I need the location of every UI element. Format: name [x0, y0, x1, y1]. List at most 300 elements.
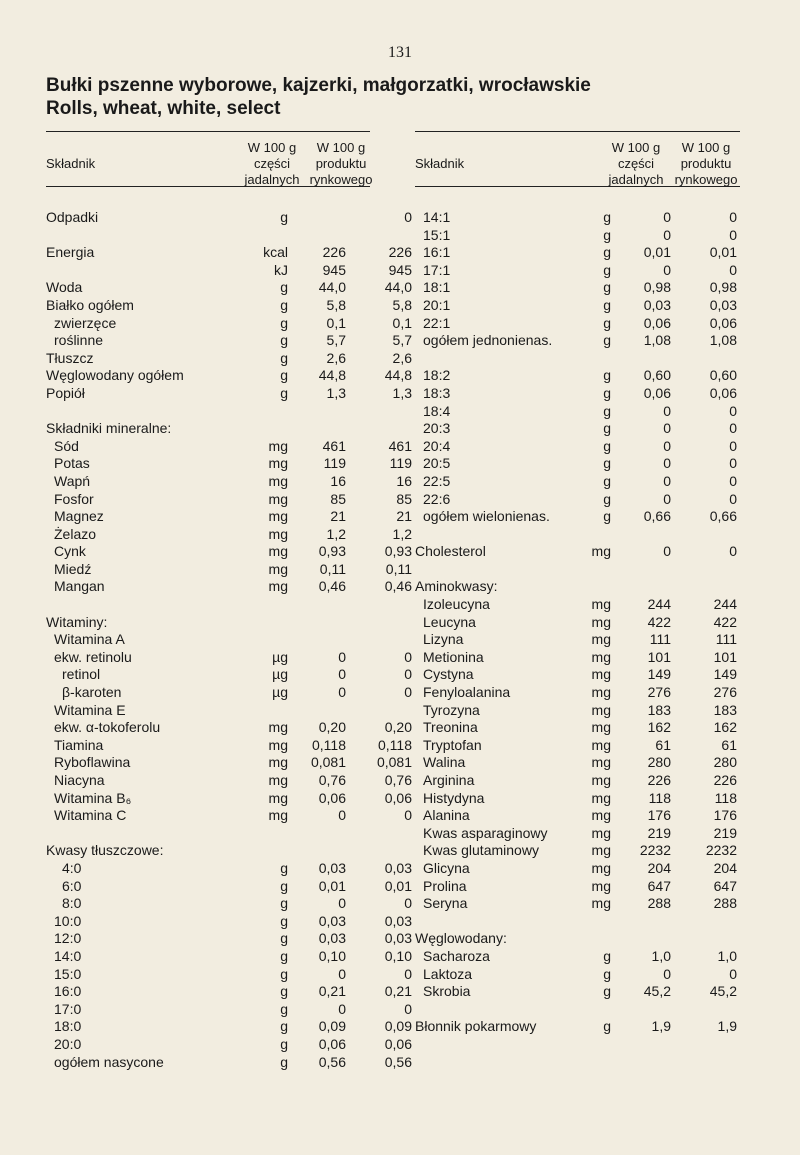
- row-name: Skrobia: [423, 983, 471, 1000]
- table-row: [46, 965, 412, 984]
- row-unit: g: [603, 314, 611, 331]
- row-value-edible: 1,3: [326, 384, 346, 401]
- row-value-market: 0: [729, 490, 737, 507]
- row-name: 20:0: [54, 1035, 82, 1052]
- row-value-edible: 0: [663, 437, 671, 454]
- row-value-market: 0,06: [384, 789, 412, 806]
- row-value-edible: 0,10: [318, 947, 346, 964]
- table-row: [46, 349, 412, 368]
- row-value-edible: 204: [647, 859, 671, 876]
- table-row: [415, 930, 740, 948]
- row-value-market: 0,66: [709, 508, 737, 525]
- header-ingredient: Składnik: [46, 156, 96, 171]
- row-name: 18:0: [54, 1018, 82, 1035]
- row-unit: g: [280, 332, 288, 349]
- row-value-edible: 0: [663, 226, 671, 243]
- row-name: Magnez: [54, 508, 104, 525]
- row-value-market: 647: [713, 877, 737, 894]
- row-unit: mg: [591, 859, 611, 876]
- row-value-edible: 0,76: [318, 772, 346, 788]
- table-row: [46, 209, 412, 227]
- table-row: [415, 807, 740, 825]
- row-unit: mg: [591, 789, 611, 806]
- row-name: ogółem nasycone: [54, 1053, 164, 1070]
- table-row: [415, 631, 740, 649]
- row-value-edible: 0,06: [318, 789, 346, 806]
- row-unit: g: [603, 279, 611, 296]
- row-name: Żelazo: [54, 525, 97, 542]
- row-name: 15:0: [54, 965, 82, 982]
- table-row: [46, 684, 412, 702]
- row-value-market: 176: [713, 807, 737, 824]
- row-unit: g: [603, 226, 611, 243]
- row-value-edible: 0: [663, 402, 671, 419]
- row-value-edible: 5,7: [326, 332, 346, 349]
- row-name: zwierzęce: [54, 314, 117, 331]
- table-row: [415, 491, 740, 509]
- row-name: Błonnik pokarmowy: [415, 1018, 537, 1035]
- table-row: [46, 754, 412, 772]
- row-value-market: 0: [729, 543, 737, 560]
- row-value-edible: 945: [322, 261, 346, 278]
- row-name: 22:5: [423, 472, 451, 489]
- table-row: [415, 754, 740, 772]
- row-unit: kJ: [274, 261, 288, 278]
- row-value-edible: 244: [647, 596, 671, 613]
- row-value-edible: 0,98: [643, 279, 671, 296]
- title-english: Rolls, wheat, white, select: [46, 98, 281, 119]
- row-unit: g: [280, 912, 288, 929]
- row-unit: g: [280, 965, 288, 982]
- table-row: [46, 789, 412, 808]
- row-value-edible: 0,03: [318, 930, 346, 947]
- table-row: [46, 702, 370, 720]
- row-value-market: 183: [713, 701, 737, 718]
- row-value-market: 0: [404, 648, 412, 665]
- table-row: [46, 930, 412, 948]
- row-value-edible: 0,20: [318, 719, 346, 736]
- row-value-market: 0,60: [709, 367, 737, 384]
- row-value-edible: 119: [323, 455, 346, 472]
- row-unit: g: [280, 947, 288, 964]
- row-name: 12:0: [54, 930, 82, 947]
- row-name: Witamina C: [54, 807, 127, 824]
- row-unit: mg: [591, 684, 611, 701]
- row-value-edible: 61: [655, 736, 671, 753]
- table-row: [46, 279, 412, 297]
- page-title: [46, 74, 591, 120]
- table-row: [415, 1018, 740, 1036]
- row-value-market: 2232: [705, 842, 737, 859]
- row-name: Niacyna: [54, 772, 105, 788]
- table-row: [415, 297, 740, 315]
- row-value-edible: 0,09: [318, 1018, 346, 1035]
- row-value-market: 0: [729, 261, 737, 278]
- row-value-edible: 0,03: [318, 912, 346, 929]
- page-number: 131: [388, 44, 412, 61]
- row-unit: g: [603, 947, 611, 964]
- row-name: 20:3: [423, 420, 451, 437]
- table-row: [415, 737, 740, 755]
- row-value-market: 149: [713, 666, 737, 683]
- table-row: [415, 438, 740, 456]
- row-value-edible: 162: [647, 719, 671, 736]
- row-value-edible: 5,8: [326, 296, 346, 313]
- row-value-edible: 1,08: [643, 332, 671, 349]
- row-name: Miedź: [54, 560, 92, 577]
- row-unit: g: [603, 437, 611, 454]
- row-unit: mg: [591, 648, 611, 665]
- row-value-market: 0: [404, 895, 412, 912]
- row-name: Składniki mineralne:: [46, 420, 172, 437]
- row-unit: g: [280, 877, 288, 894]
- row-unit: g: [280, 384, 288, 401]
- row-unit: µg: [272, 648, 288, 665]
- row-value-edible: 0,081: [310, 754, 346, 771]
- row-unit: g: [603, 402, 611, 419]
- row-unit: g: [280, 209, 288, 225]
- row-unit: g: [603, 244, 611, 261]
- table-row: [415, 666, 740, 684]
- row-value-market: 0,56: [384, 1053, 412, 1070]
- row-name: Węglowodany ogółem: [46, 367, 184, 384]
- row-name: Cynk: [54, 543, 86, 560]
- table-row: [415, 262, 740, 280]
- row-unit: mg: [268, 578, 288, 595]
- row-unit: g: [280, 279, 288, 296]
- row-name: 6:0: [62, 877, 82, 894]
- row-value-edible: 44,0: [318, 279, 346, 296]
- table-row: [415, 649, 740, 667]
- table-row: [46, 490, 412, 509]
- row-unit: mg: [591, 596, 611, 613]
- row-unit: g: [280, 983, 288, 1000]
- row-name: β-karoten: [62, 684, 122, 701]
- table-row: [415, 543, 740, 561]
- table-row: [415, 983, 740, 1001]
- table-row: [46, 912, 412, 931]
- table-row: [415, 790, 740, 808]
- row-unit: g: [280, 314, 288, 331]
- row-unit: mg: [591, 824, 611, 841]
- row-value-edible: 0: [663, 472, 671, 489]
- row-name: Alanina: [423, 807, 470, 824]
- row-name: Aminokwasy:: [415, 578, 498, 595]
- row-value-edible: 276: [647, 684, 671, 701]
- header-ingredient: Składnik: [415, 156, 465, 171]
- table-spacer: [415, 526, 740, 544]
- table-spacer: [415, 913, 740, 931]
- table-spacer: [46, 825, 370, 843]
- row-name: Glicyna: [423, 859, 470, 876]
- row-value-market: 0: [729, 420, 737, 437]
- row-unit: g: [603, 965, 611, 982]
- table-row: [415, 279, 740, 297]
- row-name: Treonina: [423, 719, 478, 736]
- row-value-edible: 0: [663, 965, 671, 982]
- row-value-market: 21: [396, 508, 412, 525]
- table-row: [46, 332, 412, 350]
- row-unit: mg: [268, 508, 288, 525]
- row-value-edible: 0,60: [643, 367, 671, 384]
- row-unit: mg: [268, 560, 288, 577]
- table-row: [415, 702, 740, 720]
- row-value-market: 244: [713, 596, 737, 613]
- table-row: [46, 261, 412, 280]
- row-unit: g: [603, 332, 611, 349]
- row-value-market: 0,46: [384, 578, 412, 595]
- row-name: Odpadki: [46, 209, 99, 225]
- table-row: [46, 244, 412, 262]
- row-value-market: 219: [713, 824, 737, 841]
- row-value-market: 0,20: [384, 719, 412, 736]
- table-header: [415, 132, 740, 186]
- row-value-market: 461: [388, 437, 412, 454]
- row-name: Leucyna: [423, 613, 476, 630]
- row-value-market: 0,03: [384, 930, 412, 947]
- table-row: [415, 614, 740, 632]
- header-edible-line: części: [253, 156, 291, 171]
- table-row: [415, 455, 740, 473]
- table-row: [46, 560, 412, 579]
- row-name: Wapń: [54, 472, 91, 489]
- row-unit: mg: [268, 719, 288, 736]
- row-value-edible: 176: [647, 807, 671, 824]
- row-value-market: 0: [729, 472, 737, 489]
- row-value-market: 85: [396, 490, 412, 507]
- row-value-edible: 647: [647, 877, 671, 894]
- row-unit: mg: [591, 736, 611, 753]
- row-name: ekw. retinolu: [54, 648, 132, 665]
- row-value-market: 0: [729, 965, 737, 982]
- row-unit: mg: [591, 613, 611, 630]
- row-unit: g: [603, 455, 611, 472]
- row-value-market: 0,1: [392, 314, 412, 331]
- row-unit: mg: [268, 772, 288, 788]
- header-market-product: [308, 140, 374, 188]
- row-name: ogółem jednonienas.: [423, 332, 553, 349]
- row-unit: mg: [591, 631, 611, 648]
- row-value-market: 0,01: [384, 877, 412, 894]
- row-name: Sacharoza: [423, 947, 490, 964]
- row-name: 18:3: [423, 384, 451, 401]
- row-name: Mangan: [54, 578, 105, 595]
- row-unit: mg: [268, 543, 288, 560]
- row-value-market: 1,3: [392, 384, 412, 401]
- row-unit: mg: [591, 719, 611, 736]
- row-name: Metionina: [423, 648, 484, 665]
- row-name: Laktoza: [423, 965, 473, 982]
- table-row: [46, 296, 412, 315]
- row-unit: g: [603, 420, 611, 437]
- row-name: Kwas asparaginowy: [423, 824, 548, 841]
- table-row: [46, 508, 412, 526]
- row-value-market: 1,9: [717, 1018, 737, 1035]
- row-unit: g: [603, 367, 611, 384]
- row-value-market: 61: [721, 736, 737, 753]
- row-value-edible: 1,0: [651, 947, 671, 964]
- row-name: Ryboflawina: [54, 754, 131, 771]
- table-row: [415, 473, 740, 491]
- table-row: [415, 842, 740, 860]
- row-name: Kwasy tłuszczowe:: [46, 842, 164, 859]
- row-value-market: 0,10: [384, 947, 412, 964]
- row-value-edible: 45,2: [643, 983, 671, 1000]
- row-value-market: 0,06: [709, 314, 737, 331]
- row-unit: g: [280, 367, 288, 384]
- row-value-edible: 0,93: [318, 543, 346, 560]
- header-market-line: W 100 g: [316, 140, 366, 155]
- row-value-edible: 0,06: [643, 384, 671, 401]
- row-value-edible: 0,21: [318, 983, 346, 1000]
- row-name: Prolina: [423, 877, 467, 894]
- row-name: Izoleucyna: [423, 596, 490, 613]
- header-edible-line: jadalnych: [608, 172, 664, 187]
- row-value-edible: 0,46: [318, 578, 346, 595]
- row-value-edible: 1,2: [326, 525, 346, 542]
- table-row: [415, 315, 740, 333]
- row-value-market: 288: [713, 895, 737, 912]
- table-row: [46, 420, 370, 438]
- row-value-market: 0,118: [378, 736, 412, 753]
- row-value-edible: 226: [647, 772, 671, 788]
- row-unit: g: [280, 296, 288, 313]
- table-row: [46, 1018, 412, 1036]
- header-edible-portion: [232, 140, 312, 188]
- row-unit: mg: [591, 807, 611, 824]
- row-unit: g: [603, 384, 611, 401]
- row-value-edible: 0: [338, 807, 346, 824]
- row-value-edible: 0: [663, 543, 671, 560]
- row-unit: mg: [268, 437, 288, 454]
- row-name: 17:1: [423, 261, 451, 278]
- row-value-market: 111: [715, 631, 737, 648]
- row-name: Woda: [46, 279, 83, 296]
- row-name: Cystyna: [423, 666, 474, 683]
- table-spacer: [46, 596, 370, 614]
- row-value-market: 0,09: [384, 1018, 412, 1035]
- row-name: 20:1: [423, 296, 451, 313]
- row-name: 20:5: [423, 455, 451, 472]
- row-value-edible: 0: [338, 965, 346, 982]
- header-edible-portion: [603, 140, 669, 188]
- table-row: [415, 578, 740, 596]
- row-name: 22:1: [423, 314, 451, 331]
- header-edible-line: jadalnych: [244, 172, 300, 187]
- row-value-market: 44,0: [384, 279, 412, 296]
- row-name: Węglowodany:: [415, 930, 507, 947]
- row-value-market: 0: [404, 1000, 412, 1017]
- row-value-market: 44,8: [384, 367, 412, 384]
- row-name: 4:0: [62, 859, 82, 876]
- row-value-edible: 0,06: [643, 314, 671, 331]
- row-value-edible: 280: [647, 754, 671, 771]
- row-value-market: 118: [714, 789, 737, 806]
- table-row: [415, 719, 740, 737]
- row-value-market: 0,11: [385, 560, 412, 577]
- row-unit: g: [603, 1018, 611, 1035]
- row-value-market: 945: [388, 261, 412, 278]
- row-value-market: 226: [388, 244, 412, 261]
- table-row: [415, 825, 740, 843]
- row-value-edible: 0,01: [318, 877, 346, 894]
- table-spacer: [46, 403, 370, 421]
- row-name: Sód: [54, 437, 79, 454]
- row-name: Potas: [54, 455, 90, 472]
- table-spacer: [415, 561, 740, 579]
- row-value-market: 16: [396, 472, 412, 489]
- header-edible-line: W 100 g: [611, 140, 661, 155]
- row-value-edible: 0: [663, 420, 671, 437]
- table-row: [415, 367, 740, 385]
- table-row: [46, 437, 412, 456]
- row-value-edible: 0: [338, 1000, 346, 1017]
- header-market-line: rynkowego: [674, 172, 738, 187]
- row-name: Witaminy:: [46, 613, 108, 630]
- row-name: Kwas glutaminowy: [423, 842, 539, 859]
- row-value-market: 0,21: [384, 983, 412, 1000]
- table-row: [46, 859, 412, 878]
- row-value-market: 0: [404, 666, 412, 683]
- row-name: Witamina B₆: [54, 789, 132, 806]
- table-row: [46, 1035, 412, 1054]
- row-value-edible: 1,9: [651, 1018, 671, 1035]
- row-value-edible: 0,11: [319, 560, 346, 577]
- table-row: [415, 966, 740, 984]
- row-value-market: 2,6: [392, 349, 412, 366]
- row-value-market: 0,081: [376, 754, 412, 771]
- header-market-line: W 100 g: [681, 140, 731, 155]
- row-unit: mg: [591, 772, 611, 788]
- row-unit: mg: [268, 490, 288, 507]
- row-value-market: 0: [404, 684, 412, 701]
- table-row: [415, 878, 740, 896]
- row-unit: mg: [591, 666, 611, 683]
- row-name: ekw. α-tokoferolu: [54, 719, 161, 736]
- row-name: Cholesterol: [415, 543, 486, 560]
- table-row: [46, 525, 412, 544]
- row-value-market: 0: [404, 209, 412, 225]
- row-value-market: 0: [729, 226, 737, 243]
- table-body: [46, 209, 412, 1071]
- row-name: 15:1: [423, 226, 451, 243]
- row-value-market: 162: [713, 719, 737, 736]
- table-row: [415, 684, 740, 702]
- table-row: [46, 736, 412, 755]
- row-name: 20:4: [423, 437, 451, 454]
- row-unit: g: [280, 930, 288, 947]
- row-unit: g: [280, 895, 288, 912]
- row-unit: g: [280, 1000, 288, 1017]
- row-value-edible: 0: [338, 648, 346, 665]
- row-unit: g: [603, 261, 611, 278]
- title-polish: Bułki pszenne wyborowe, kajzerki, małgorzatki, wrocławskie: [46, 75, 591, 96]
- row-value-market: 0: [404, 965, 412, 982]
- row-value-edible: 226: [322, 244, 346, 261]
- header-market-line: produktu: [680, 156, 732, 171]
- row-name: ogółem wielonienas.: [423, 508, 550, 525]
- table-row: [46, 895, 412, 913]
- row-unit: g: [603, 296, 611, 313]
- row-value-market: 0: [729, 209, 737, 225]
- row-name: Walina: [423, 754, 466, 771]
- row-value-market: 45,2: [709, 983, 737, 1000]
- row-value-market: 1,2: [392, 525, 412, 542]
- row-value-edible: 0,03: [643, 296, 671, 313]
- row-value-edible: 149: [647, 666, 671, 683]
- row-value-edible: 21: [330, 508, 346, 525]
- row-value-market: 280: [713, 754, 737, 771]
